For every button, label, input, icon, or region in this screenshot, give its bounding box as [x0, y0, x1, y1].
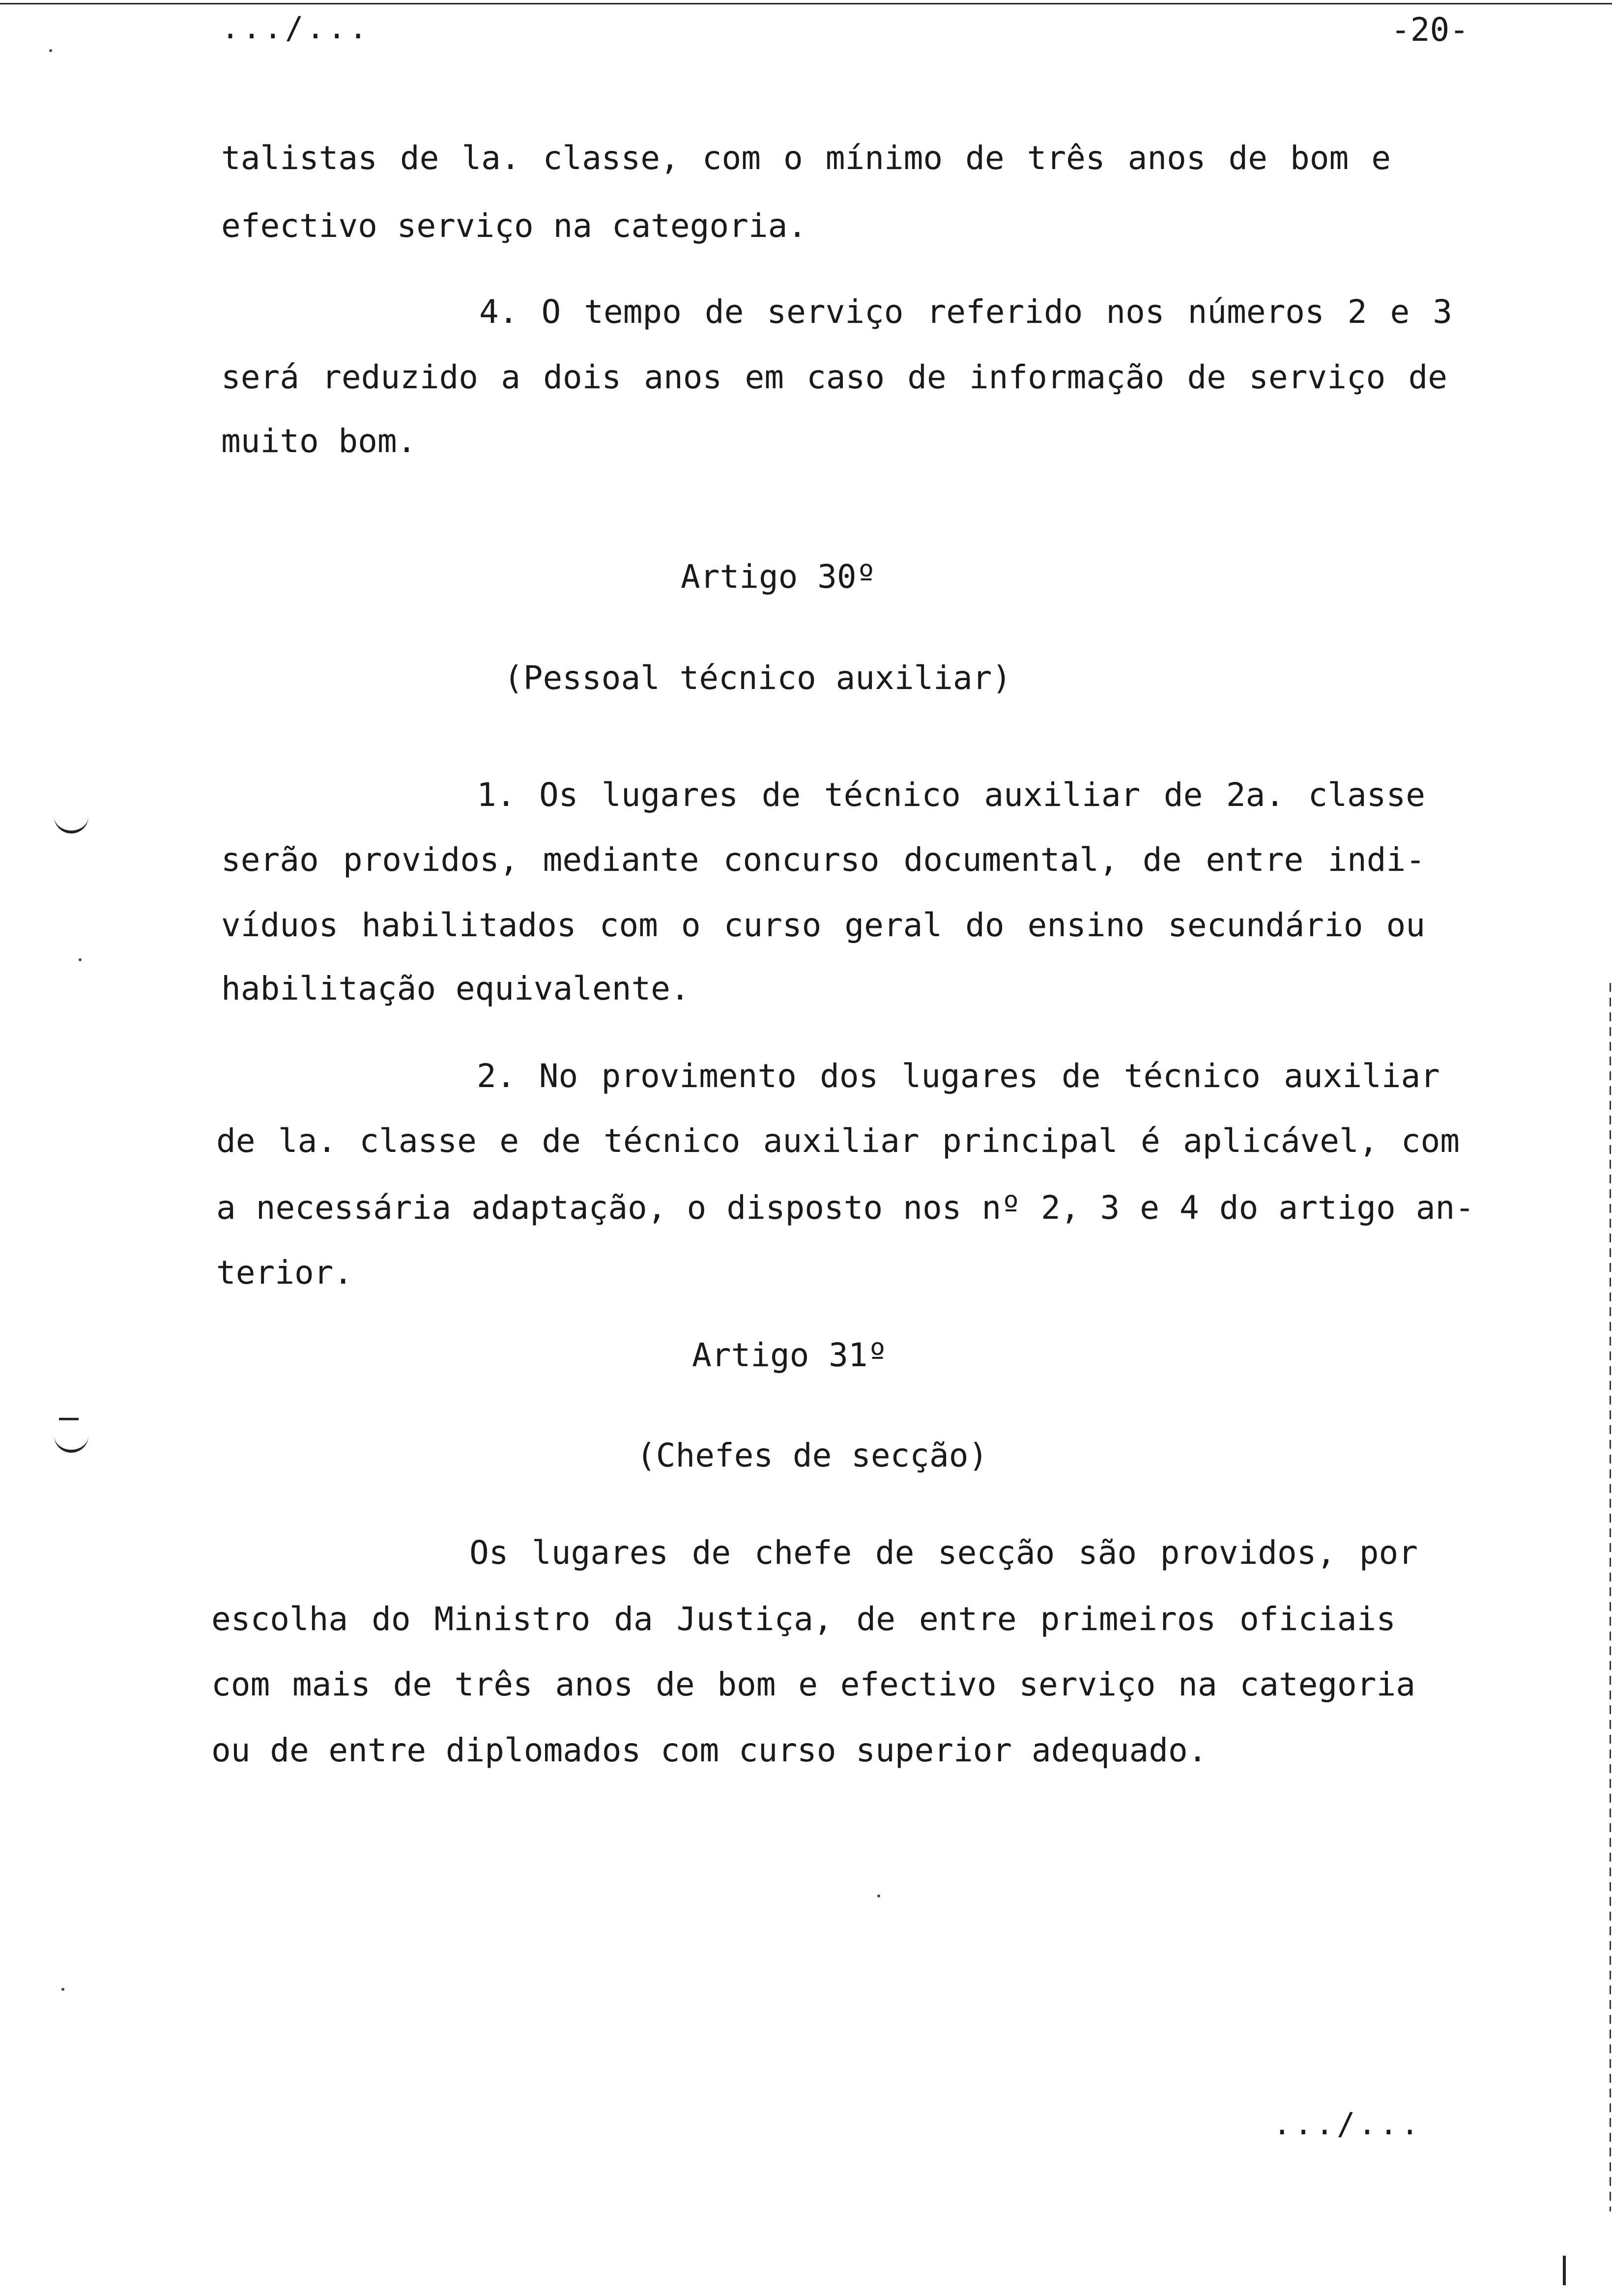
footer-continuation: .../...: [1273, 2106, 1422, 2142]
article-31-title: Artigo 31º: [692, 1336, 888, 1374]
header-continuation: .../...: [221, 10, 371, 46]
p2-line3: muito bom.: [221, 422, 417, 460]
article-30-item2-line4: terior.: [216, 1254, 353, 1292]
article-30-item2-line2: de la. classe e de técnico auxiliar principal é aplicável, com: [216, 1122, 1460, 1160]
article-31-body-line3: com mais de três anos de bom e efectivo serviço na categoria: [211, 1665, 1415, 1703]
p1-line2: efectivo serviço na categoria.: [221, 207, 807, 245]
p2-line2: será reduzido a dois anos em caso de informação de serviço de: [221, 358, 1447, 396]
article-31-body-line4: ou de entre diplomados com curso superior adequado.: [211, 1731, 1208, 1769]
article-30-item1-line4: habilitação equivalente.: [221, 970, 690, 1007]
binding-hole-mark: [54, 816, 88, 833]
article-30-title: Artigo 30º: [681, 558, 876, 596]
top-rule: [0, 3, 1612, 4]
article-30-item1-line3: víduos habilitados com o curso geral do ensino secundário ou: [221, 906, 1425, 944]
scan-edge-mark: [1610, 983, 1611, 2211]
article-30-item1-line2: serão providos, mediante concurso documental, de entre indi-: [221, 841, 1425, 879]
article-30-subtitle: (Pessoal técnico auxiliar): [504, 659, 1012, 697]
article-31-body-line1: Os lugares de chefe de secção são providos, por: [469, 1534, 1418, 1572]
page-number: -20-: [1391, 11, 1469, 49]
scan-mark: [1563, 2256, 1566, 2285]
binding-hole-mark: [54, 1435, 88, 1453]
p2-line1: 4. O tempo de serviço referido nos números 2 e 3: [479, 293, 1452, 331]
scan-speck: [79, 958, 82, 961]
scan-speck: [49, 49, 52, 52]
scan-mark: [59, 1418, 79, 1420]
article-31-subtitle: (Chefes de secção): [636, 1436, 988, 1474]
article-31-body-line2: escolha do Ministro da Justiça, de entre primeiros oficiais: [211, 1600, 1396, 1638]
p1-line1: talistas de la. classe, com o mínimo de três anos de bom e: [221, 139, 1391, 177]
article-30-item1-line1: 1. Os lugares de técnico auxiliar de 2a. classe: [477, 776, 1425, 814]
scan-speck: [877, 1894, 880, 1897]
article-30-item2-line3: a necessária adaptação, o disposto nos nº 2, 3 e 4 do artigo an-: [216, 1189, 1474, 1227]
article-30-item2-line1: 2. No provimento dos lugares de técnico auxiliar: [477, 1057, 1440, 1095]
scan-speck: [61, 1988, 64, 1991]
